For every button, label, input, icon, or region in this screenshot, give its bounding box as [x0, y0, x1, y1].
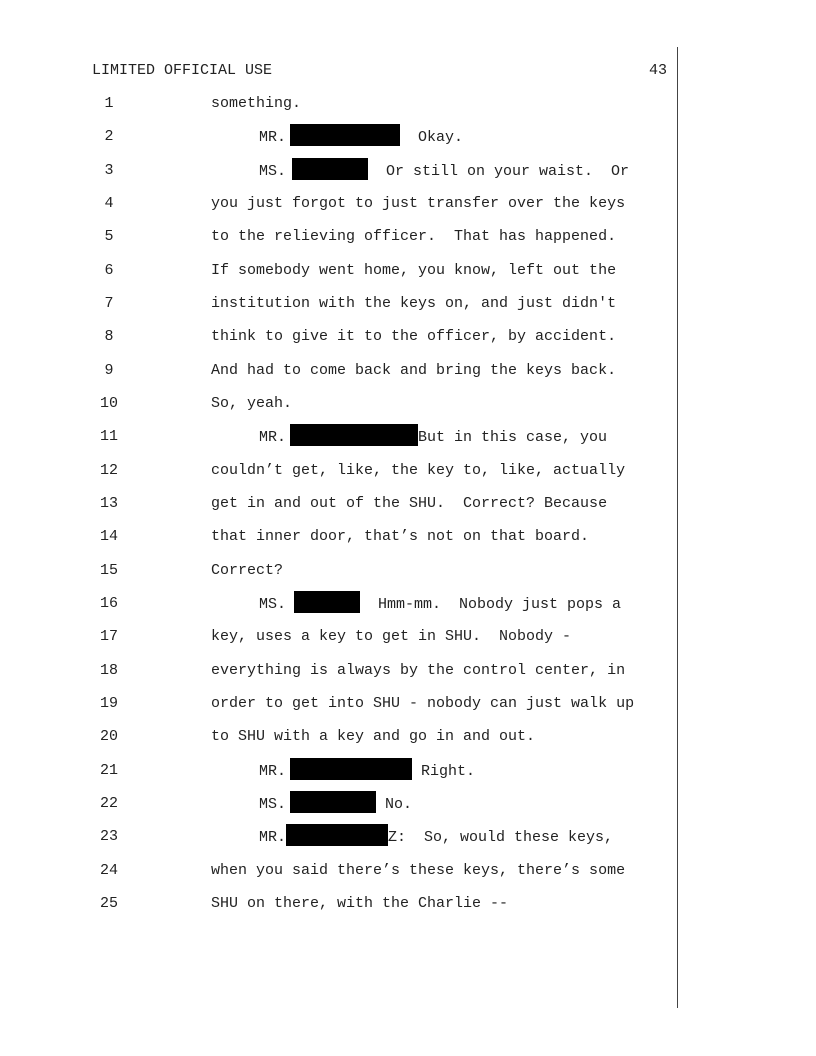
- speaker-text: No.: [376, 795, 413, 813]
- line-number: 20: [99, 728, 118, 745]
- line-number: 7: [104, 295, 114, 312]
- line-number: 12: [99, 462, 118, 479]
- page-number: 43: [649, 62, 668, 79]
- speaker-line: [259, 128, 463, 146]
- speaker-line: [259, 828, 613, 846]
- speaker-text: Hmm-mm. Nobody just pops a: [360, 595, 622, 613]
- speaker-prefix: MR.: [259, 428, 287, 446]
- line-number: 9: [104, 362, 114, 379]
- line-number: 25: [99, 895, 118, 912]
- line-number: 11: [99, 428, 118, 445]
- line-number: 5: [104, 228, 114, 245]
- redaction-box: [286, 824, 388, 846]
- line-text: Correct?: [211, 562, 284, 579]
- speaker-prefix: MS.: [259, 595, 287, 613]
- redaction-box: [290, 124, 400, 146]
- line-number: 3: [104, 162, 114, 179]
- line-number: 17: [99, 628, 118, 645]
- line-number: 23: [99, 828, 118, 845]
- line-text: to SHU with a key and go in and out.: [211, 728, 536, 745]
- line-text: So, yeah.: [211, 395, 293, 412]
- line-text: And had to come back and bring the keys back.: [211, 362, 617, 379]
- line-number: 22: [99, 795, 118, 812]
- speaker-prefix: MS.: [259, 162, 287, 180]
- margin-rule: [677, 47, 678, 1008]
- line-text: think to give it to the officer, by accident.: [211, 328, 617, 345]
- line-text: SHU on there, with the Charlie --: [211, 895, 509, 912]
- line-number: 13: [99, 495, 118, 512]
- line-text: If somebody went home, you know, left out the: [211, 262, 617, 279]
- speaker-text: But in this case, you: [418, 428, 608, 446]
- speaker-prefix: MR.: [259, 128, 287, 146]
- line-number: 1: [104, 95, 114, 112]
- line-number: 4: [104, 195, 114, 212]
- header-marking: LIMITED OFFICIAL USE: [92, 62, 273, 79]
- speaker-text: Okay.: [400, 128, 464, 146]
- speaker-line: [259, 162, 629, 180]
- speaker-line: [259, 762, 475, 780]
- line-text: when you said there’s these keys, there’s some: [211, 862, 626, 879]
- line-number: 15: [99, 562, 118, 579]
- speaker-prefix: MR.: [259, 828, 287, 846]
- speaker-prefix: MS.: [259, 795, 287, 813]
- line-text: to the relieving officer. That has happened.: [211, 228, 617, 245]
- line-number: 14: [99, 528, 118, 545]
- line-number: 8: [104, 328, 114, 345]
- line-text: institution with the keys on, and just didn't: [211, 295, 617, 312]
- redaction-box: [294, 591, 360, 613]
- line-text: order to get into SHU - nobody can just walk up: [211, 695, 635, 712]
- line-text: that inner door, that’s not on that board.: [211, 528, 590, 545]
- line-text: you just forgot to just transfer over the keys: [211, 195, 626, 212]
- speaker-prefix: MR.: [259, 762, 287, 780]
- line-number: 24: [99, 862, 118, 879]
- line-number: 6: [104, 262, 114, 279]
- line-number: 18: [99, 662, 118, 679]
- line-number: 16: [99, 595, 118, 612]
- line-text: get in and out of the SHU. Correct? Because: [211, 495, 608, 512]
- speaker-line: [259, 428, 607, 446]
- speaker-text: Or still on your waist. Or: [368, 162, 630, 180]
- line-text: everything is always by the control center, in: [211, 662, 626, 679]
- redaction-box: [290, 424, 418, 446]
- line-number: 19: [99, 695, 118, 712]
- redaction-box: [290, 791, 376, 813]
- line-number: 21: [99, 762, 118, 779]
- speaker-text: Right.: [412, 762, 476, 780]
- redaction-box: [290, 758, 412, 780]
- line-number: 2: [104, 128, 114, 145]
- line-text: couldn’t get, like, the key to, like, actually: [211, 462, 626, 479]
- line-text: something.: [211, 95, 302, 112]
- redaction-box: [292, 158, 368, 180]
- line-text: key, uses a key to get in SHU. Nobody -: [211, 628, 572, 645]
- speaker-text: Z: So, would these keys,: [388, 828, 614, 846]
- line-number: 10: [99, 395, 118, 412]
- speaker-line: [259, 795, 412, 813]
- speaker-line: [259, 595, 621, 613]
